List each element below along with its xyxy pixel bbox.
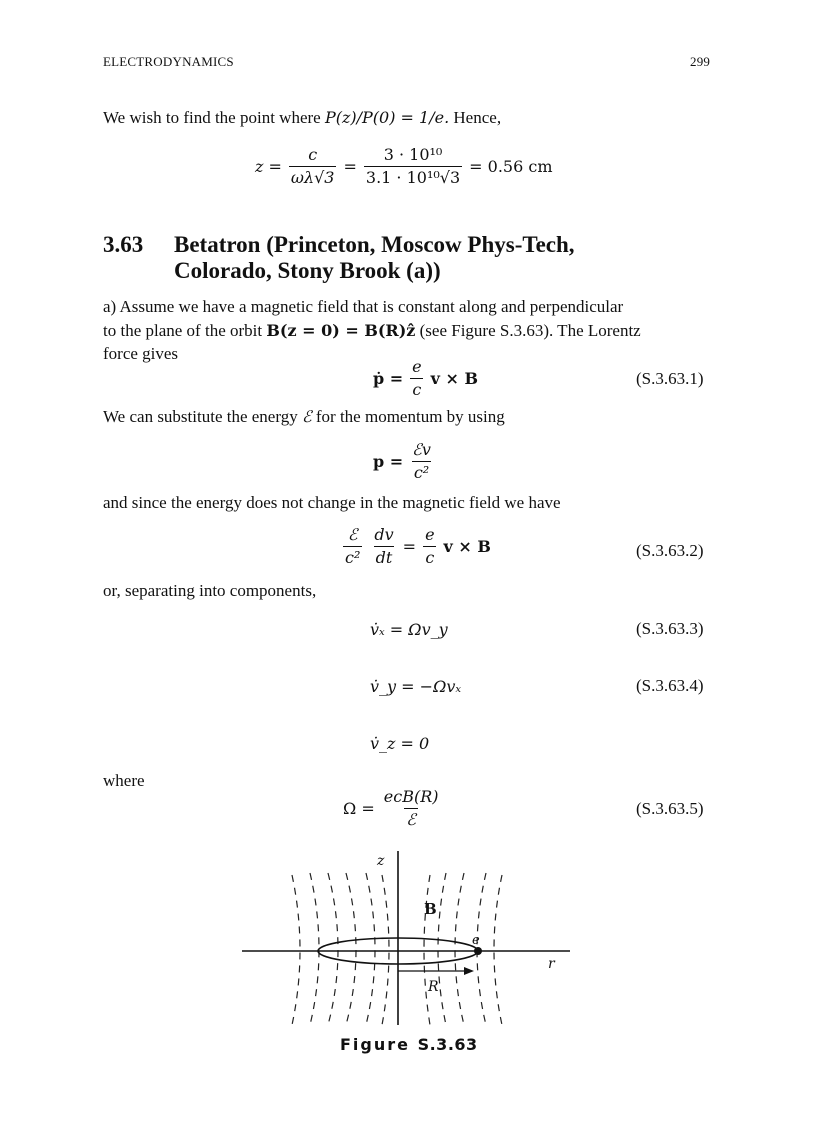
caption-word: Figure: [340, 1035, 410, 1054]
section-title-line-2: Colorado, Stony Brook (a)): [174, 258, 441, 283]
betatron-figure: [230, 845, 580, 1030]
eq-z-f1-num: c: [308, 145, 318, 164]
field-line-left-3: [328, 873, 338, 1025]
para2-text-a: We can substitute the energy: [103, 407, 298, 426]
equation-s3634: v̇_y = −Ωvₓ: [370, 677, 462, 696]
eq5-label: (S.3.63.5): [636, 799, 704, 818]
eq5-den: ℰ: [406, 810, 416, 829]
eq5-num: ecB(R): [383, 787, 439, 806]
eq4-label: (S.3.63.4): [636, 676, 704, 695]
eq2-f1-den: c²: [345, 548, 361, 567]
para1-line1: a) Assume we have a magnetic field that is constant along and perpendicular: [103, 297, 624, 316]
field-line-left-2: [310, 873, 319, 1025]
eq2-fraction-3: [423, 526, 436, 567]
para2-text-b: for the momentum by using: [315, 407, 505, 426]
eq2-f2-num: dv: [374, 525, 394, 544]
equation-s3633: v̇ₓ = Ωv_y: [370, 620, 448, 639]
field-line-left-5: [366, 873, 375, 1025]
figure-caption: [340, 1035, 478, 1054]
field-line-left-6: [382, 875, 389, 1025]
eq-z-fraction-1: [289, 146, 337, 187]
field-line-right-5: [494, 875, 502, 1025]
eq2-fraction-1: [343, 526, 362, 567]
eq-p-lhs: p =: [373, 452, 404, 471]
eq-p-den: c²: [413, 463, 430, 482]
eq-z-lhs: z =: [255, 157, 282, 176]
para2: [103, 406, 505, 428]
para1-line3: force gives: [103, 344, 179, 363]
eq-z-f2-num: 3 · 10¹⁰: [383, 145, 443, 164]
eq2-f3-num: e: [425, 525, 435, 544]
eq2-fraction-2: [372, 526, 395, 567]
eq2-label: (S.3.63.2): [636, 541, 704, 560]
eq1-den: c: [412, 380, 422, 399]
field-line-left-4: [346, 873, 356, 1025]
eq1-fraction: [410, 358, 423, 399]
para5: where: [103, 771, 145, 790]
eq-p-num: ℰv: [412, 440, 431, 459]
electron-dot: [474, 947, 482, 955]
running-header: ELECTRODYNAMICS: [103, 54, 234, 69]
para1-line2-b: (see Figure S.3.63). The Lorentz: [419, 321, 641, 340]
equation-vz: v̇_z = 0: [370, 734, 430, 753]
eq3-label: (S.3.63.3): [636, 619, 704, 638]
equation-z: [255, 146, 553, 187]
field-label-b: B: [424, 900, 437, 918]
intro-line: [103, 107, 501, 129]
eq2-equals: =: [402, 537, 417, 556]
para3: and since the energy does not change in the magnetic field we have: [103, 493, 561, 512]
eq2-f2-den: dt: [375, 548, 393, 567]
eq1-lhs: ṗ =: [373, 369, 404, 388]
eq1-num: e: [412, 357, 422, 376]
page-number: 299: [690, 54, 711, 69]
eq1-label: (S.3.63.1): [636, 369, 704, 388]
equation-s3635: [343, 788, 443, 829]
eq-z-equals: =: [343, 157, 357, 176]
eq2-f3-den: c: [425, 548, 435, 567]
field-line-right-3: [455, 873, 464, 1025]
intro-text: We wish to find the point where: [103, 108, 321, 127]
eq-z-result: = 0.56 cm: [469, 157, 553, 176]
electron-label-e: e: [472, 933, 480, 948]
eq5-fraction: [382, 788, 441, 829]
eq2-f1-num: ℰ: [347, 525, 358, 544]
eq-z-fraction-2: [364, 146, 462, 187]
para2-symbol: ℰ: [301, 407, 312, 426]
eq2-rhs: v × B: [443, 537, 491, 556]
para1-line2-math: B(z = 0) = B(R)ẑ: [266, 321, 416, 340]
caption-id: S.3.63: [417, 1035, 478, 1054]
intro-condition: P(z)/P(0) = 1/e.: [324, 108, 450, 127]
radius-arrowhead: [464, 967, 474, 975]
section-number: 3.63: [103, 232, 144, 257]
para1-line2: [103, 320, 641, 342]
para4: or, separating into components,: [103, 581, 317, 600]
field-line-right-1: [424, 875, 430, 1025]
field-line-left-1: [292, 875, 300, 1025]
axis-label-r: r: [548, 956, 555, 972]
radius-label-r: R: [428, 979, 439, 995]
section-title-line-1: Betatron (Princeton, Moscow Phys-Tech,: [174, 232, 575, 257]
eq-p-fraction: [410, 441, 433, 482]
eq-z-f2-den: 3.1 · 10¹⁰√3: [365, 168, 461, 187]
intro-tail: Hence,: [453, 108, 502, 127]
axis-label-z: z: [377, 853, 385, 869]
eq5-lhs: Ω =: [343, 799, 375, 818]
equation-s3632: [340, 526, 491, 567]
para1-line2-a: to the plane of the orbit: [103, 321, 263, 340]
equation-s3631: [373, 358, 478, 399]
equation-p: [373, 441, 436, 482]
field-line-right-2: [438, 873, 446, 1025]
eq-z-f1-den: ωλ√3: [290, 168, 335, 187]
eq1-rhs: v × B: [430, 369, 479, 388]
